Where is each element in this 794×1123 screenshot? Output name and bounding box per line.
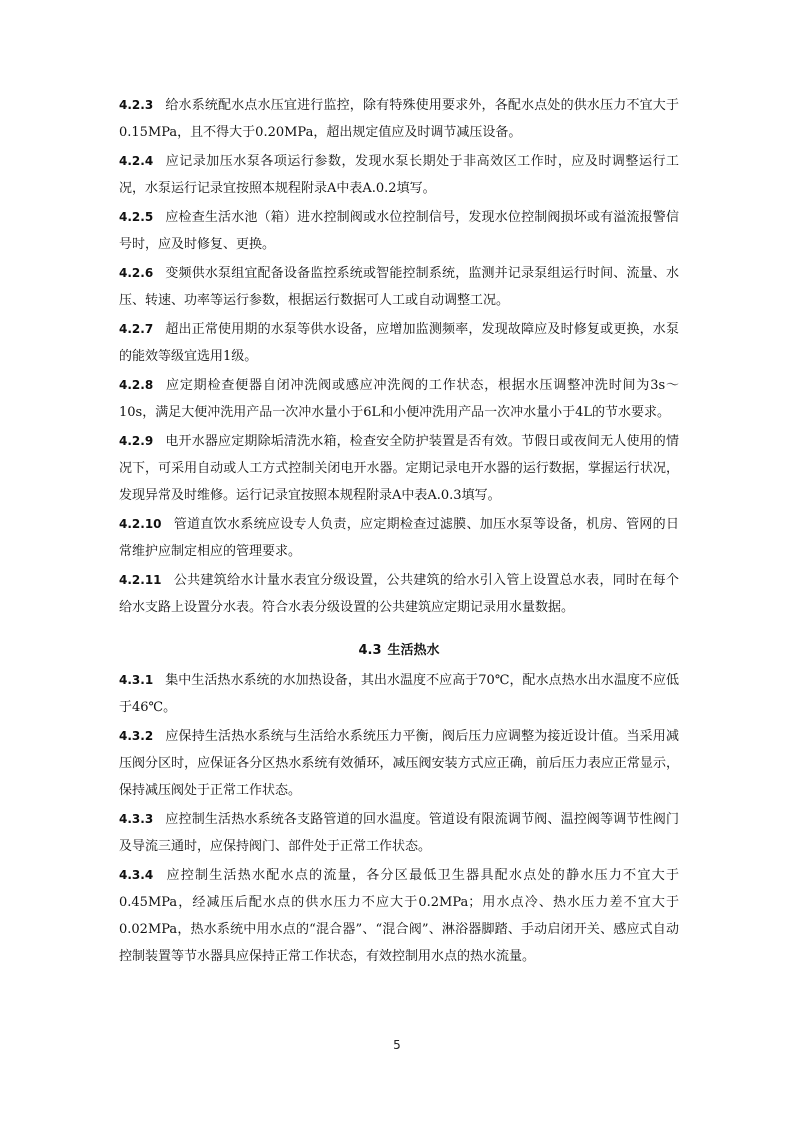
- clause-number: 4.3.2: [119, 729, 154, 743]
- clause-number: 4.2.3: [119, 98, 154, 112]
- clause-4-3-2: [119, 723, 679, 804]
- clause-number: 4.3.4: [119, 868, 154, 882]
- clause-number: 4.2.10: [119, 517, 162, 531]
- clause-text: 公共建筑给水计量水表宜分级设置，公共建筑的给水引入管上设置总水表，同时在每个给水支路上设置分水表。符合水表分级设置的公共建筑应定期记录用水量数据。: [119, 573, 679, 615]
- clause-text: 集中生活热水系统的水加热设备，其出水温度不应高于70℃，配水点热水出水温度不应低于46℃。: [119, 673, 679, 715]
- clause-text: 电开水器应定期除垢清洗水箱，检查安全防护装置是否有效。节假日或夜间无人使用的情况下，可采用自动或人工方式控制关闭电开水器。定期记录电开水器的运行数据，掌握运行状况，发现异常及时维修。运行记录宜按照本规程附录A中表A.0.3填写。: [119, 434, 679, 503]
- clause-number: 4.2.11: [119, 573, 162, 587]
- page-number: 5: [393, 1038, 401, 1052]
- clause-text: 应控制生活热水配水点的流量，各分区最低卫生器具配水点处的静水压力不宜大于0.45MPa，经减压后配水点的供水压力不应大于0.2MPa；用水点冷、热水压力差不宜大于0.02MPa，热水系统中用水点的“混合器”、“混合阀”、淋浴器脚踏、手动启闭开关、感应式自动控制装置等节水器具应保持正常工作状态，有效控制用水点的热水流量。: [119, 868, 679, 964]
- clause-text: 应记录加压水泵各项运行参数，发现水泵长期处于非高效区工作时，应及时调整运行工况，水泵运行记录宜按照本规程附录A中表A.0.2填写。: [119, 154, 679, 196]
- clause-number: 4.2.7: [119, 322, 154, 336]
- clause-text: 应保持生活热水系统与生活给水系统压力平衡，阀后压力应调整为接近设计值。当采用减压阀分区时，应保证各分区热水系统有效循环，减压阀安装方式应正确，前后压力表应正常显示，保持减压阀处于正常工作状态。: [119, 729, 679, 798]
- section-heading: [119, 639, 679, 663]
- clause-4-2-6: [119, 260, 679, 314]
- clause-text: 管道直饮水系统应设专人负责，应定期检查过滤膜、加压水泵等设备，机房、管网的日常维护应制定相应的管理要求。: [119, 517, 679, 559]
- clause-4-2-5: [119, 204, 679, 258]
- clause-text: 给水系统配水点水压宜进行监控，除有特殊使用要求外，各配水点处的供水压力不宜大于0.15MPa，且不得大于0.20MPa，超出规定值应及时调节减压设备。: [119, 98, 679, 140]
- clause-4-2-3: [119, 92, 679, 146]
- document-body: [119, 92, 679, 972]
- section-number: 4.3: [358, 643, 382, 658]
- clause-number: 4.2.4: [119, 154, 154, 168]
- clause-text: 应控制生活热水系统各支路管道的回水温度。管道设有限流调节阀、温控阀等调节性阀门及导流三通时，应保持阀门、部件处于正常工作状态。: [119, 812, 679, 854]
- clause-4-2-10: [119, 511, 679, 565]
- clause-4-2-4: [119, 148, 679, 202]
- clause-number: 4.3.3: [119, 812, 154, 826]
- clause-number: 4.3.1: [119, 673, 154, 687]
- clause-4-3-4: [119, 862, 679, 970]
- clause-number: 4.2.8: [119, 378, 154, 392]
- clause-4-2-9: [119, 428, 679, 509]
- clause-text: 超出正常使用期的水泵等供水设备，应增加监测频率，发现故障应及时修复或更换，水泵的能效等级宜选用1级。: [119, 322, 679, 364]
- clause-text: 应定期检查便器自闭冲洗阀或感应冲洗阀的工作状态，根据水压调整冲洗时间为3s～10s，满足大便冲洗用产品一次冲水量小于6L和小便冲洗用产品一次冲水量小于4L的节水要求。: [119, 378, 679, 420]
- clause-number: 4.2.5: [119, 210, 154, 224]
- clause-text: 应检查生活水池（箱）进水控制阀或水位控制信号，发现水位控制阀损坏或有溢流报警信号时，应及时修复、更换。: [119, 210, 679, 252]
- clause-4-2-8: [119, 372, 679, 426]
- section-title-text: 生活热水: [387, 643, 440, 658]
- clause-text: 变频供水泵组宜配备设备监控系统或智能控制系统，监测并记录泵组运行时间、流量、水压、转速、功率等运行参数，根据运行数据可人工或自动调整工况。: [119, 266, 679, 308]
- clause-4-2-11: [119, 567, 679, 621]
- clause-number: 4.2.9: [119, 434, 154, 448]
- clause-4-3-1: [119, 667, 679, 721]
- clause-number: 4.2.6: [119, 266, 154, 280]
- clause-4-3-3: [119, 806, 679, 860]
- clause-4-2-7: [119, 316, 679, 370]
